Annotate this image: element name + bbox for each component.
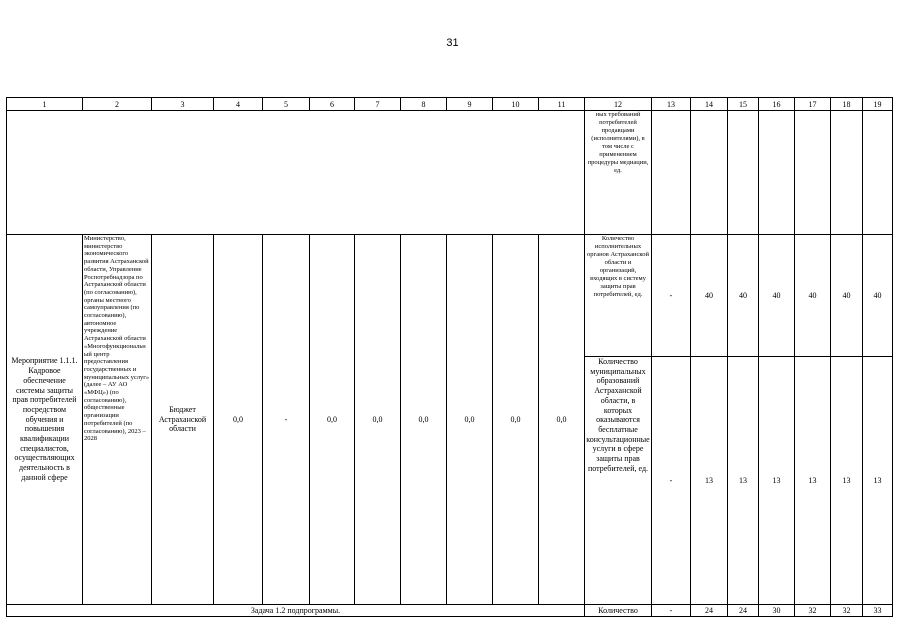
funding-source-cell: Бюджет Астраханской области bbox=[152, 235, 214, 605]
header-cell: 18 bbox=[831, 98, 863, 111]
value-cell: 40 bbox=[863, 235, 893, 357]
header-cell: 7 bbox=[355, 98, 401, 111]
value-cell bbox=[691, 111, 728, 235]
value-cell: - bbox=[652, 357, 691, 605]
header-cell: 14 bbox=[691, 98, 728, 111]
value-cell: 40 bbox=[759, 235, 795, 357]
task-label-cell: Задача 1.2 подпрограммы. bbox=[7, 605, 585, 617]
header-cell: 2 bbox=[83, 98, 152, 111]
indicator-cell: Количество муниципальных образований Астраханской области, в которых оказываются бесплатные консультационные услуги в сфере защиты прав потребителей, ед. bbox=[585, 357, 652, 605]
value-cell: 40 bbox=[691, 235, 728, 357]
measure-name-cell: Мероприятие 1.1.1. Кадровое обеспечение системы защиты прав потребителей посредством обучения и повышения квалификации специалистов, осуществляющих деятельность в данной сфере bbox=[7, 235, 83, 605]
value-cell: 13 bbox=[728, 357, 759, 605]
value-cell: - bbox=[652, 605, 691, 617]
value-cell: 13 bbox=[795, 357, 831, 605]
header-cell: 15 bbox=[728, 98, 759, 111]
value-cell: 40 bbox=[728, 235, 759, 357]
value-cell: 0,0 bbox=[401, 235, 447, 605]
value-cell: 0,0 bbox=[493, 235, 539, 605]
value-cell: 0,0 bbox=[214, 235, 263, 605]
header-cell: 13 bbox=[652, 98, 691, 111]
header-cell: 3 bbox=[152, 98, 214, 111]
header-cell: 1 bbox=[7, 98, 83, 111]
header-cell: 19 bbox=[863, 98, 893, 111]
value-cell: 0,0 bbox=[310, 235, 355, 605]
value-cell: 33 bbox=[863, 605, 893, 617]
value-cell: 0,0 bbox=[447, 235, 493, 605]
value-cell bbox=[759, 111, 795, 235]
value-cell: 24 bbox=[728, 605, 759, 617]
value-cell: 13 bbox=[831, 357, 863, 605]
executors-cell: Министерство, министерство экономического развития Астраханской области, Управление Роспотребнадзора по Астраханской области (по согласованию), органы местного самоуправления (по согласованию), автономное учреждение Астраханской области «Многофункциональный центр предоставления государственных и муниципальных услуг» (далее – АУ АО «МФЦ») (по согласованию), общественные организации потребителей (по согласованию), 2023 – 2028 bbox=[83, 235, 152, 605]
value-cell: 32 bbox=[831, 605, 863, 617]
value-cell: 40 bbox=[831, 235, 863, 357]
value-cell: - bbox=[263, 235, 310, 605]
indicator-cell: ных требований потребителей продавцами (исполнителями), в том числе с применением процедуры медиации, ед. bbox=[585, 111, 652, 235]
value-cell: 0,0 bbox=[355, 235, 401, 605]
header-cell: 11 bbox=[539, 98, 585, 111]
program-table bbox=[6, 97, 893, 617]
header-cell: 5 bbox=[263, 98, 310, 111]
indicator-cell: Количество исполнительных органов Астраханской области и организаций, входящих в систему защиты прав потребителей, ед. bbox=[585, 235, 652, 357]
value-cell: 0,0 bbox=[539, 235, 585, 605]
value-cell: 40 bbox=[795, 235, 831, 357]
header-cell: 12 bbox=[585, 98, 652, 111]
value-cell bbox=[831, 111, 863, 235]
header-row bbox=[7, 98, 893, 111]
header-cell: 4 bbox=[214, 98, 263, 111]
value-cell bbox=[795, 111, 831, 235]
header-cell: 10 bbox=[493, 98, 539, 111]
value-cell: - bbox=[652, 235, 691, 357]
task-row bbox=[7, 605, 893, 617]
value-cell: 32 bbox=[795, 605, 831, 617]
empty-merged-cell bbox=[7, 111, 585, 235]
value-cell: 13 bbox=[759, 357, 795, 605]
indicator-cell: Количество bbox=[585, 605, 652, 617]
header-cell: 6 bbox=[310, 98, 355, 111]
value-cell: 13 bbox=[863, 357, 893, 605]
value-cell: 24 bbox=[691, 605, 728, 617]
value-cell: 30 bbox=[759, 605, 795, 617]
value-cell bbox=[728, 111, 759, 235]
header-cell: 8 bbox=[401, 98, 447, 111]
value-cell bbox=[652, 111, 691, 235]
measure-row bbox=[7, 235, 893, 357]
page-number: 31 bbox=[446, 37, 459, 49]
continuation-row bbox=[7, 111, 893, 235]
header-cell: 16 bbox=[759, 98, 795, 111]
value-cell: 13 bbox=[691, 357, 728, 605]
value-cell bbox=[863, 111, 893, 235]
header-cell: 9 bbox=[447, 98, 493, 111]
header-cell: 17 bbox=[795, 98, 831, 111]
